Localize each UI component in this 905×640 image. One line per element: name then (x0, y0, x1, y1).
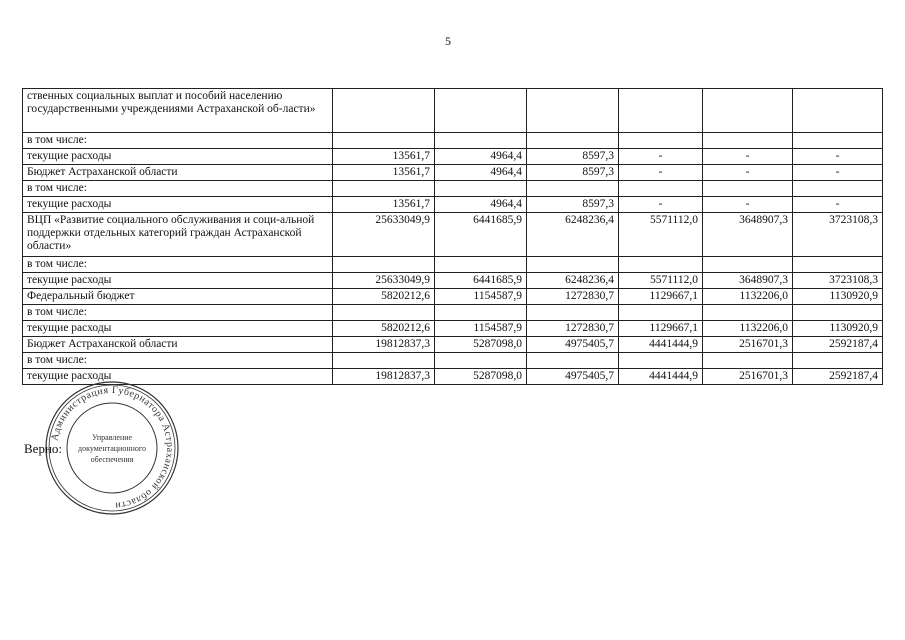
value-cell: - (619, 149, 703, 165)
row-name-cell: в том числе: (23, 257, 333, 273)
value-cell: 5287098,0 (435, 337, 527, 353)
value-cell: 3723108,3 (793, 273, 883, 289)
value-cell (703, 257, 793, 273)
row-name-cell: в том числе: (23, 353, 333, 369)
value-cell: 2516701,3 (703, 337, 793, 353)
value-cell: - (793, 149, 883, 165)
value-cell: - (793, 165, 883, 181)
row-name-cell: в том числе: (23, 305, 333, 321)
value-cell: 1272830,7 (527, 321, 619, 337)
value-cell: 4975405,7 (527, 337, 619, 353)
row-name-cell: в том числе: (23, 181, 333, 197)
value-cell (527, 305, 619, 321)
value-cell (333, 305, 435, 321)
seal-center-line-2: документационного (78, 444, 146, 453)
value-cell (527, 89, 619, 133)
value-cell (435, 257, 527, 273)
value-cell (793, 353, 883, 369)
value-cell: 1154587,9 (435, 321, 527, 337)
table-row (23, 89, 883, 133)
value-cell: 8597,3 (527, 149, 619, 165)
value-cell (619, 257, 703, 273)
value-cell (619, 305, 703, 321)
table-row (23, 213, 883, 257)
value-cell (435, 181, 527, 197)
value-cell: 8597,3 (527, 197, 619, 213)
table-row (23, 133, 883, 149)
value-cell: 4441444,9 (619, 337, 703, 353)
value-cell (619, 181, 703, 197)
value-cell (703, 305, 793, 321)
value-cell: 6248236,4 (527, 273, 619, 289)
value-cell: 6248236,4 (527, 213, 619, 257)
row-name-cell: Бюджет Астраханской области (23, 165, 333, 181)
value-cell: 19812837,3 (333, 369, 435, 385)
value-cell: - (703, 149, 793, 165)
value-cell: 2516701,3 (703, 369, 793, 385)
value-cell: - (619, 165, 703, 181)
value-cell (703, 89, 793, 133)
table-row (23, 273, 883, 289)
value-cell (333, 89, 435, 133)
value-cell: 1130920,9 (793, 289, 883, 305)
row-name-cell: в том числе: (23, 133, 333, 149)
value-cell: 4964,4 (435, 149, 527, 165)
row-name-cell: Федеральный бюджет (23, 289, 333, 305)
value-cell: 5820212,6 (333, 289, 435, 305)
value-cell: 19812837,3 (333, 337, 435, 353)
value-cell: - (703, 197, 793, 213)
table-row (23, 149, 883, 165)
value-cell (435, 89, 527, 133)
row-name-cell: ВЦП «Развитие социального обслуживания и соци-альной поддержки отдельных категорий граждан Астраханской области» (23, 213, 333, 257)
value-cell: 5571112,0 (619, 213, 703, 257)
value-cell: 5820212,6 (333, 321, 435, 337)
value-cell (793, 305, 883, 321)
seal-ring-text: Администрация Губернатора Астраханской области (49, 384, 176, 511)
row-name-cell: текущие расходы (23, 273, 333, 289)
value-cell: - (703, 165, 793, 181)
value-cell: 1272830,7 (527, 289, 619, 305)
row-name-cell: ственных социальных выплат и пособий населению государственными учреждениями Астраханской об-ласти» (23, 89, 333, 133)
seal-center-line-3: обеспечения (90, 455, 134, 464)
value-cell (527, 257, 619, 273)
value-cell (793, 257, 883, 273)
value-cell: 3648907,3 (703, 273, 793, 289)
value-cell: 3723108,3 (793, 213, 883, 257)
value-cell: 1129667,1 (619, 321, 703, 337)
table-row (23, 289, 883, 305)
table-row (23, 165, 883, 181)
value-cell: 4975405,7 (527, 369, 619, 385)
value-cell: - (793, 197, 883, 213)
seal-stamp (42, 378, 182, 518)
table-row (23, 305, 883, 321)
value-cell: 5571112,0 (619, 273, 703, 289)
value-cell: 1132206,0 (703, 321, 793, 337)
value-cell (619, 353, 703, 369)
value-cell: 1129667,1 (619, 289, 703, 305)
table-row (23, 197, 883, 213)
row-name-cell: текущие расходы (23, 197, 333, 213)
value-cell (619, 89, 703, 133)
value-cell: 2592187,4 (793, 337, 883, 353)
value-cell (333, 181, 435, 197)
budget-table (22, 88, 883, 385)
value-cell: 13561,7 (333, 165, 435, 181)
value-cell: 4441444,9 (619, 369, 703, 385)
value-cell: 4964,4 (435, 165, 527, 181)
value-cell (333, 133, 435, 149)
value-cell: 1132206,0 (703, 289, 793, 305)
value-cell (435, 305, 527, 321)
row-name-cell: Бюджет Астраханской области (23, 337, 333, 353)
value-cell (793, 181, 883, 197)
value-cell: 6441685,9 (435, 213, 527, 257)
value-cell (333, 353, 435, 369)
row-name-cell: текущие расходы (23, 149, 333, 165)
value-cell (527, 133, 619, 149)
value-cell (527, 181, 619, 197)
verno-label: Верно: (24, 441, 63, 456)
value-cell (527, 353, 619, 369)
value-cell: 6441685,9 (435, 273, 527, 289)
value-cell (703, 181, 793, 197)
value-cell (333, 257, 435, 273)
value-cell: 1154587,9 (435, 289, 527, 305)
value-cell: 4964,4 (435, 197, 527, 213)
value-cell (703, 133, 793, 149)
value-cell (435, 353, 527, 369)
row-name-cell: текущие расходы (23, 321, 333, 337)
page-number: 5 (445, 34, 451, 48)
value-cell (703, 353, 793, 369)
value-cell: 13561,7 (333, 197, 435, 213)
value-cell (619, 133, 703, 149)
table-row (23, 353, 883, 369)
value-cell: 8597,3 (527, 165, 619, 181)
value-cell: - (619, 197, 703, 213)
table-row (23, 257, 883, 273)
table-row (23, 181, 883, 197)
value-cell: 25633049,9 (333, 213, 435, 257)
seal-center-line-1: Управление (91, 433, 133, 442)
value-cell: 13561,7 (333, 149, 435, 165)
value-cell (793, 89, 883, 133)
value-cell: 5287098,0 (435, 369, 527, 385)
value-cell (793, 133, 883, 149)
value-cell: 25633049,9 (333, 273, 435, 289)
table-row (23, 321, 883, 337)
table-row (23, 337, 883, 353)
value-cell: 1130920,9 (793, 321, 883, 337)
value-cell: 3648907,3 (703, 213, 793, 257)
value-cell: 2592187,4 (793, 369, 883, 385)
row-name-cell: текущие расходы (23, 369, 333, 385)
value-cell (435, 133, 527, 149)
